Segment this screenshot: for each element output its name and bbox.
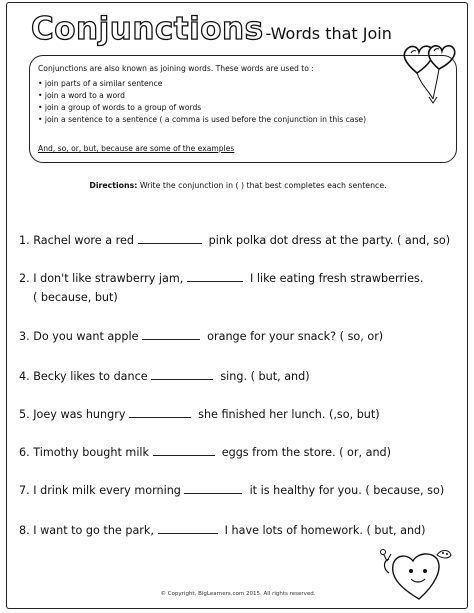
question-text-after: sing. xyxy=(220,370,248,383)
question-text-before: Do you want apple xyxy=(33,330,139,343)
question-text-before: Becky likes to dance xyxy=(33,370,148,383)
question-number: 2. xyxy=(19,272,30,285)
directions xyxy=(7,181,469,190)
info-list xyxy=(38,78,366,126)
question-6 xyxy=(19,445,391,459)
question-text-after: pink polka dot dress at the party. xyxy=(208,234,394,247)
answer-blank[interactable] xyxy=(158,523,218,534)
question-options: (,so, but) xyxy=(328,408,380,421)
info-item: • join parts of a similar sentence xyxy=(38,78,366,90)
question-1 xyxy=(19,233,450,247)
question-text-after: I like eating fresh strawberries. xyxy=(250,272,424,285)
question-text-after: she finished her lunch. xyxy=(198,408,326,421)
title-main: Conjunctions xyxy=(31,11,264,47)
question-options: ( or, and) xyxy=(339,446,391,459)
directions-label: Directions: xyxy=(89,181,138,190)
answer-blank[interactable] xyxy=(153,445,215,456)
question-text-after: orange for your snack? xyxy=(207,330,337,343)
worksheet-title xyxy=(31,11,392,47)
answer-blank[interactable] xyxy=(142,329,200,340)
question-options: ( so, or) xyxy=(339,330,384,343)
question-2-options-line xyxy=(33,291,118,304)
copyright-footer: © Copyright, BigLearners.com 2015. All rights reserved. xyxy=(160,591,316,597)
info-item: • join a word to a word xyxy=(38,90,366,102)
question-options: ( and, so) xyxy=(396,234,451,247)
question-text-before: I drink milk every morning xyxy=(33,484,181,497)
question-options: ( but, and) xyxy=(366,524,426,537)
answer-blank[interactable] xyxy=(184,483,242,494)
info-item: • join a sentence to a sentence ( a comma is used before the conjunction in this case) xyxy=(38,114,366,126)
question-4 xyxy=(19,369,310,383)
worksheet-page xyxy=(6,2,468,609)
question-text-before: Timothy bought milk xyxy=(33,446,150,459)
question-options: ( because, so) xyxy=(365,484,445,497)
title-sub: -Words that Join xyxy=(265,24,392,43)
answer-blank[interactable] xyxy=(138,233,202,244)
answer-blank[interactable] xyxy=(151,369,213,380)
question-number: 8. xyxy=(19,524,30,537)
info-box xyxy=(29,55,457,163)
answer-blank[interactable] xyxy=(187,271,243,282)
info-item: • join a group of words to a group of words xyxy=(38,102,366,114)
question-text-after: I have lots of homework. xyxy=(224,524,363,537)
answer-blank[interactable] xyxy=(129,407,191,418)
info-intro: Conjunctions are also known as joining words. These words are used to : xyxy=(38,64,314,73)
question-number: 6. xyxy=(19,446,30,459)
question-text-before: I want to go the park, xyxy=(33,524,154,537)
question-number: 3. xyxy=(19,330,30,343)
question-number: 4. xyxy=(19,370,30,383)
question-number: 7. xyxy=(19,484,30,497)
question-8 xyxy=(19,523,426,537)
question-text-before: Rachel wore a red xyxy=(33,234,134,247)
question-number: 1. xyxy=(19,234,30,247)
directions-text: Write the conjunction in ( ) that best completes each sentence. xyxy=(139,181,387,190)
question-number: 5. xyxy=(19,408,30,421)
question-5 xyxy=(19,407,380,421)
question-text-after: eggs from the store. xyxy=(221,446,336,459)
question-text-before: I don't like strawberry jam, xyxy=(33,272,184,285)
question-2 xyxy=(19,271,423,285)
question-options: ( because, but) xyxy=(33,291,118,304)
question-3 xyxy=(19,329,383,343)
question-text-before: Joey was hungry xyxy=(33,408,126,421)
info-examples: And, so, or, but, because are some of the examples xyxy=(38,144,235,153)
question-text-after: it is healthy for you. xyxy=(249,484,362,497)
question-options: ( but, and) xyxy=(250,370,310,383)
question-7 xyxy=(19,483,444,497)
